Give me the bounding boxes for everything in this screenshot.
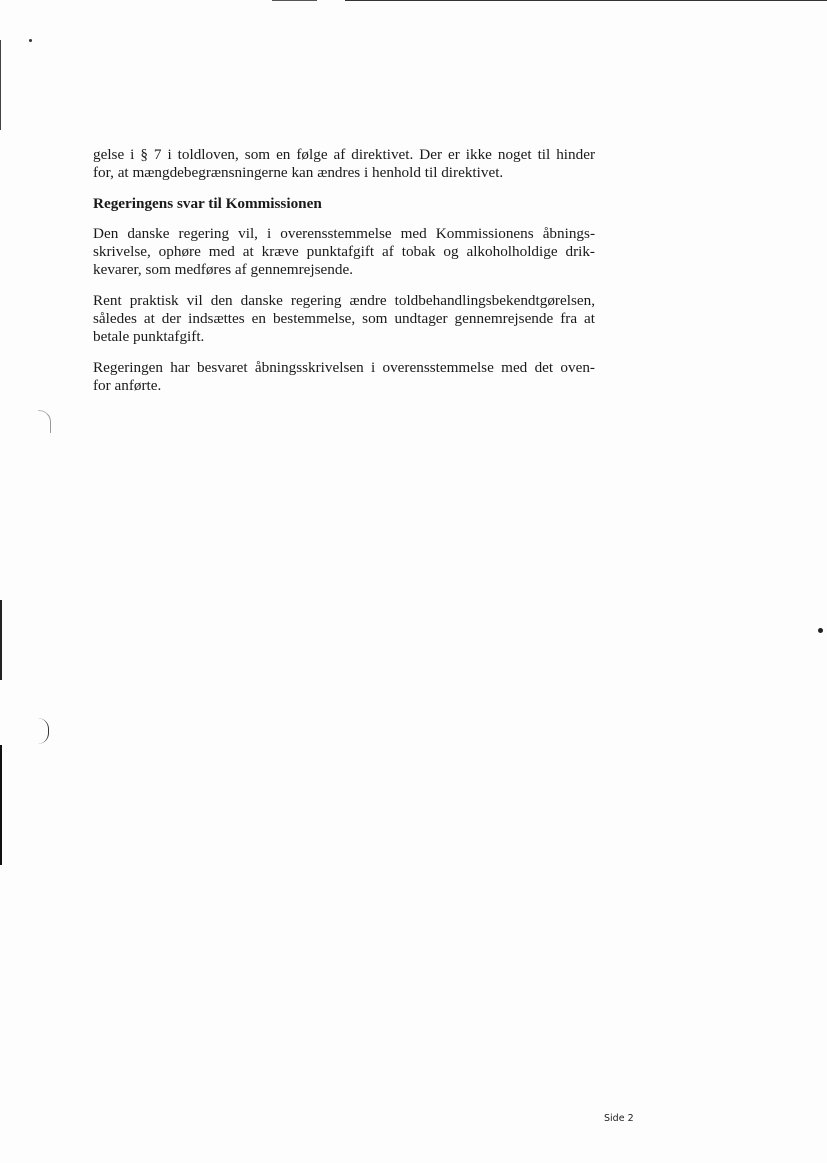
scan-artifact-edge — [0, 600, 2, 680]
page-number: Side 2 — [604, 1113, 634, 1124]
text-line: Rent praktisk vil den danske regering ændre toldbehandlingsbekendtgørelsen, — [93, 292, 595, 309]
section-heading: Regeringens svar til Kommissionen — [93, 195, 322, 212]
scan-artifact-line — [345, 0, 827, 1]
document-body — [93, 146, 595, 408]
text-line: kevarer, som medføres af gennemrejsende. — [93, 261, 353, 278]
scan-artifact-speck — [818, 628, 823, 633]
paragraph-practical — [93, 292, 595, 346]
text-line: således at der indsættes en bestemmelse, som undtager gennemrejsende fra at — [93, 310, 595, 327]
text-line: gelse i § 7 i toldloven, som en følge af direktivet. Der er ikke noget til hinder — [93, 146, 595, 163]
text-line: Den danske regering vil, i overensstemmelse med Kommissionens åbnings- — [93, 225, 595, 242]
text-line: Regeringen har besvaret åbningsskrivelsen i overensstemmelse med det oven- — [93, 359, 595, 376]
scan-artifact-edge — [0, 40, 1, 130]
text-line: for, at mængdebegrænsningerne kan ændres i henhold til direktivet. — [93, 164, 504, 181]
text-line: betale punktafgift. — [93, 328, 205, 345]
punch-hole-mark — [38, 718, 49, 744]
text-line: skrivelse, ophøre med at kræve punktafgift af tobak og alkoholholdige drik- — [93, 243, 595, 260]
paragraph-response — [93, 225, 595, 279]
paragraph-conclusion — [93, 359, 595, 395]
scan-artifact-line — [272, 0, 317, 1]
scan-artifact-edge — [0, 745, 2, 865]
paragraph-intro — [93, 146, 595, 182]
punch-hole-mark — [38, 410, 51, 433]
text-line: for anførte. — [93, 377, 162, 394]
scan-artifact-speck — [29, 39, 32, 42]
